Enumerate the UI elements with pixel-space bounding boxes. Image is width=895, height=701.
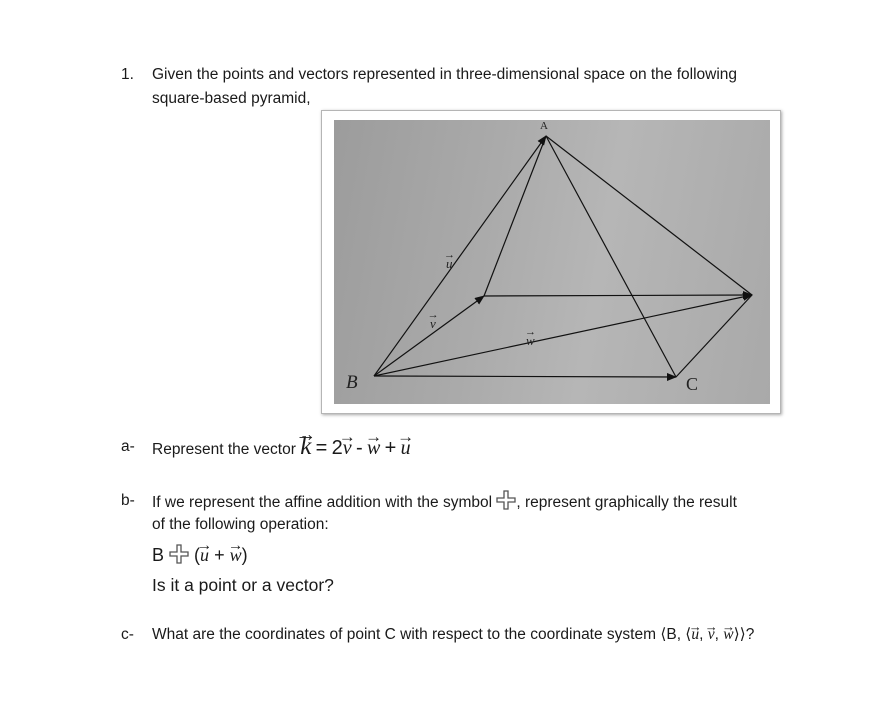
equals-sign: =	[315, 437, 328, 459]
plus-sign: +	[384, 437, 397, 459]
edge-ae	[484, 136, 546, 296]
minus-sign: -	[355, 437, 363, 459]
affine-plus-icon	[496, 490, 516, 510]
vector-k: → k	[300, 436, 311, 458]
question-line-1: Given the points and vectors represented in three-dimensional space on the following	[152, 66, 738, 83]
label-vector-u	[446, 256, 453, 272]
part-b-letter: b-	[121, 492, 135, 509]
part-b-question: Is it a point or a vector?	[152, 575, 334, 595]
pyramid-photo	[334, 120, 770, 404]
edge-ed	[484, 295, 752, 296]
part-b-line-1	[152, 490, 737, 514]
edge-bc	[374, 376, 676, 377]
question-line-2: square-based pyramid,	[152, 90, 311, 107]
edge-cd	[676, 295, 752, 377]
vector-u: → u	[401, 437, 411, 459]
part-c-text: What are the coordinates of point C with respect to the coordinate system ⟨B, ⟨	[152, 626, 692, 643]
coord-vector-v: → v	[708, 624, 715, 646]
edge-ab-vector-u	[374, 136, 546, 376]
expr-plus: +	[214, 545, 225, 565]
expr-close-paren: )	[241, 545, 248, 565]
expr-vector-w: → w	[230, 544, 242, 566]
label-vector-w	[526, 333, 535, 349]
vector-v-label: → v	[430, 316, 436, 332]
label-vector-v	[430, 316, 436, 332]
part-a-line	[152, 433, 411, 461]
label-point-c: C	[686, 374, 699, 394]
coord-comma-1: ,	[699, 626, 704, 643]
vector-w: → w	[367, 437, 380, 459]
coord-comma-2: ,	[714, 626, 719, 643]
coord-vector-w: → w	[723, 624, 733, 646]
label-point-b: B	[346, 372, 358, 393]
expr-vector-u: → u	[200, 544, 209, 566]
coord-vector-u: → u	[691, 624, 699, 646]
vector-v: → v	[343, 437, 352, 459]
pyramid-figure	[321, 110, 781, 414]
part-c-line	[152, 624, 754, 646]
edge-ad	[546, 136, 752, 295]
label-point-a: A	[540, 120, 548, 132]
vector-u-label: → u	[446, 256, 453, 272]
vector-w-label: → w	[526, 333, 535, 349]
part-b-text-after: , represent graphically the result	[516, 494, 737, 511]
affine-expression	[152, 544, 248, 566]
coefficient: 2	[331, 437, 343, 459]
expr-open-paren: (	[194, 545, 201, 565]
part-c-end: ⟩⟩?	[733, 626, 755, 643]
affine-plus-icon	[169, 544, 189, 564]
part-c-letter: c-	[121, 626, 134, 643]
expr-point-b: B	[152, 545, 165, 565]
part-a-letter: a-	[121, 438, 135, 455]
part-b-text: If we represent the affine addition with the symbol	[152, 494, 493, 511]
edge-ac	[546, 136, 676, 377]
pyramid-diagram	[334, 120, 770, 404]
part-b-line-2: of the following operation:	[152, 516, 329, 533]
question-number: 1.	[121, 66, 134, 83]
part-a-text: Represent the vector	[152, 441, 296, 458]
